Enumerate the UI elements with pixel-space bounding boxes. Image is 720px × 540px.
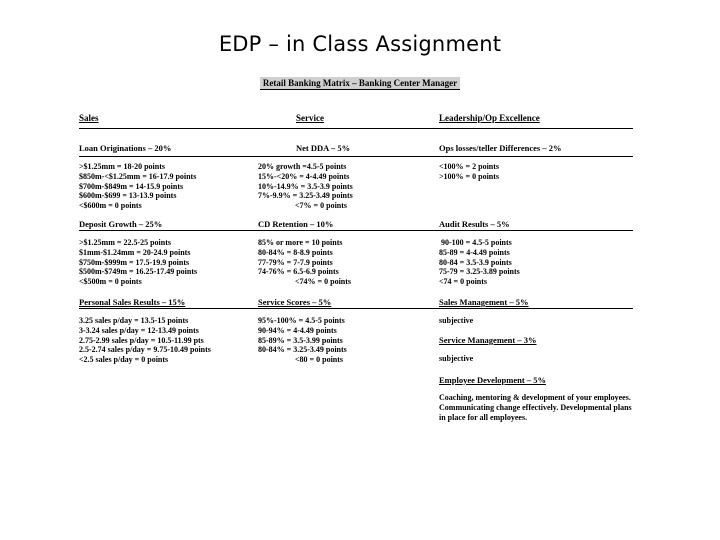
- list-item: $500m-$749m = 16.25-17.49 points: [79, 267, 198, 277]
- list-item: 85-89 = 4-4.49 points: [439, 247, 510, 257]
- list-item: $850m-<$1.25mm = 16-17.9 points: [79, 171, 197, 181]
- rule-row3: [79, 308, 633, 309]
- employee-development-text: Coaching, mentoring & development of your employees. Communicating change effectively. Developmental plans in place for all employees.: [439, 393, 632, 422]
- rule-top: [79, 128, 633, 129]
- list-item: 90-94% = 4-4.49 points: [258, 325, 337, 335]
- list-item: >100% = 0 points: [439, 171, 500, 181]
- list-item: $750m-$999m = 17.5-19.9 points: [79, 257, 190, 267]
- list-item: $1mm-$1.24mm = 20-24.9 points: [79, 247, 191, 257]
- list-item: >$1.25mm = 18-20 points: [79, 162, 166, 171]
- list-item: <74 = 0 points: [439, 277, 488, 287]
- column-header-sales: Sales: [79, 113, 99, 123]
- list-item: <2.5 sales p/day = 0 points: [79, 355, 169, 365]
- list-item: 7%-9.9% = 3.25-3.49 points: [258, 191, 353, 201]
- ops-losses-title: Ops losses/teller Differences – 2%: [439, 143, 562, 153]
- audit-results-title: Audit Results – 5%: [439, 219, 510, 229]
- personal-sales-title: Personal Sales Results – 15%: [79, 297, 186, 307]
- list-item: 20% growth =4.5-5 points: [258, 162, 347, 171]
- list-item: 90-100 = 4.5-5 points: [439, 238, 512, 247]
- rule-row1: [79, 156, 633, 157]
- rule-row2: [79, 230, 633, 231]
- deposit-growth-title: Deposit Growth – 25%: [79, 219, 163, 229]
- loan-originations-title: Loan Originations – 20%: [79, 143, 172, 153]
- sales-management-text: subjective: [439, 316, 474, 325]
- list-item: 10%-14.9% = 3.5-3.9 points: [258, 181, 353, 191]
- cd-retention-title: CD Retention – 10%: [258, 219, 334, 229]
- service-scores-list: [258, 316, 347, 365]
- matrix-subtitle: Retail Banking Matrix – Banking Center Manager: [260, 77, 460, 90]
- service-management-title: Service Management – 3%: [439, 335, 537, 345]
- list-item: <80 = 0 points: [295, 355, 344, 365]
- slide-title: EDP – in Class Assignment: [218, 32, 502, 56]
- list-item: <$600m = 0 points: [79, 201, 142, 211]
- loan-originations-list: [79, 162, 196, 211]
- list-item: 85-89% = 3.5-3.99 points: [258, 335, 343, 345]
- net-dda-list: [258, 162, 353, 211]
- employee-development-title: Employee Development – 5%: [439, 375, 546, 385]
- list-item: 77-79% = 7-7.9 points: [258, 257, 333, 267]
- list-item: <7% = 0 points: [295, 201, 348, 211]
- list-item: 3-3.24 sales p/day = 12-13.49 points: [79, 325, 199, 335]
- list-item: 15%-<20% = 4-4.49 points: [258, 171, 350, 181]
- list-item: 3.25 sales p/day = 13.5-15 points: [79, 316, 189, 325]
- list-item: <$500m = 0 points: [79, 277, 142, 287]
- list-item: $600m-$699 = 13-13.9 points: [79, 191, 177, 201]
- list-item: 75-79 = 3.25-3.89 points: [439, 267, 520, 277]
- list-item: 2.75-2.99 sales p/day = 10.5-11.99 pts: [79, 335, 204, 345]
- list-item: 2.5-2.74 sales p/day = 9.75-10.49 points: [79, 345, 211, 355]
- list-item: <100% = 2 points: [439, 162, 500, 171]
- service-scores-title: Service Scores – 5%: [258, 297, 332, 307]
- subtitle-wrap: [0, 73, 720, 91]
- audit-results-list: [439, 238, 520, 287]
- list-item: 74-76% = 6.5-6.9 points: [258, 267, 339, 277]
- column-header-service: Service: [296, 113, 324, 123]
- sales-management-title: Sales Management – 5%: [439, 297, 529, 307]
- ops-losses-list: [439, 162, 499, 182]
- personal-sales-list: [79, 316, 211, 365]
- list-item: $700m-$849m = 14-15.9 points: [79, 181, 184, 191]
- list-item: 85% or more = 10 points: [258, 238, 343, 247]
- list-item: <74% = 0 points: [295, 277, 352, 287]
- cd-retention-list: [258, 238, 351, 287]
- service-management-text: subjective: [439, 354, 474, 363]
- deposit-growth-list: [79, 238, 197, 287]
- list-item: 80-84% = 8-8.9 points: [258, 247, 333, 257]
- list-item: 80-84 = 3.5-3.9 points: [439, 257, 512, 267]
- column-header-leadership: Leadership/Op Excellence: [439, 113, 540, 123]
- list-item: >$1.25mm = 22.5-25 points: [79, 238, 172, 247]
- list-item: 95%-100% = 4.5-5 points: [258, 316, 345, 325]
- list-item: 80-84% = 3.25-3.49 points: [258, 345, 347, 355]
- net-dda-title: Net DDA – 5%: [296, 143, 351, 153]
